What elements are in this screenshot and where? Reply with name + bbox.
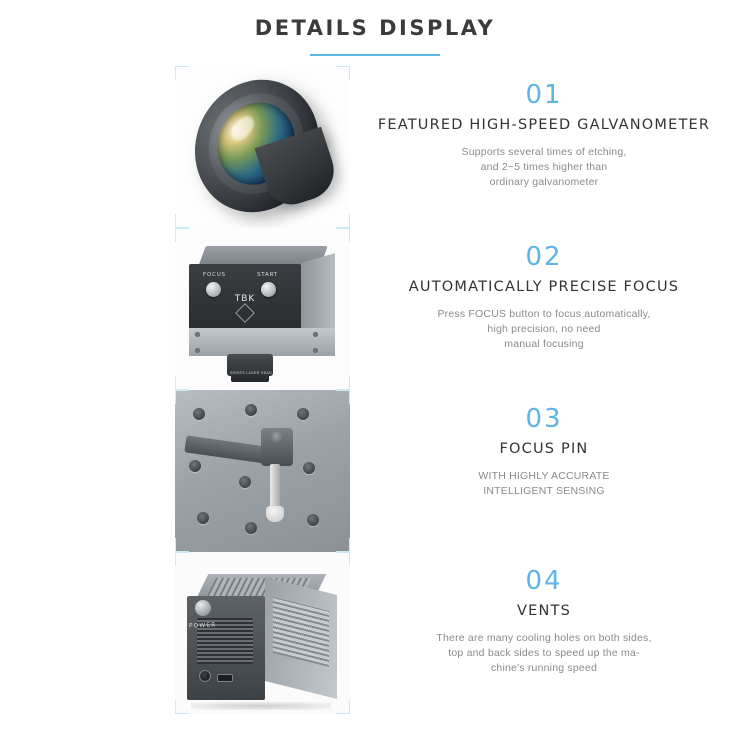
- feature-number: 01: [525, 80, 563, 110]
- plate-hole: [303, 462, 315, 474]
- desc-line: WITH HIGHLY ACCURATE: [478, 469, 610, 482]
- screw-icon: [313, 348, 318, 353]
- desc-line: and 2~5 times higher than: [480, 160, 608, 173]
- start-button-label: START: [257, 272, 278, 278]
- frame-corner-bottom-left: [175, 214, 189, 228]
- frame-corner-top-left: [175, 552, 189, 566]
- arm-screw-icon: [271, 431, 284, 444]
- photo-wrap-02: [175, 228, 350, 390]
- machine-vents-photo: [175, 552, 350, 714]
- feature-description: [368, 631, 720, 677]
- feature-text-02: [350, 228, 750, 352]
- feature-row-01: [0, 66, 750, 228]
- feature-description: [368, 469, 720, 499]
- photo-wrap-01: [175, 66, 350, 228]
- neck-text: SERIES LASER HEAD: [229, 371, 273, 375]
- frame-corner-top-right: [336, 66, 350, 80]
- plate-hole: [189, 460, 201, 472]
- plate-hole: [245, 522, 257, 534]
- focus-pin-shaft: [270, 464, 280, 510]
- photo-wrap-03: [175, 390, 350, 552]
- galvanometer-lens-photo: [175, 66, 350, 228]
- frame-corner-bottom-left: [175, 700, 189, 714]
- power-label: POWER: [188, 621, 217, 630]
- lens-scene: [175, 66, 350, 228]
- desc-line: top and back sides to speed up the ma-: [448, 646, 640, 659]
- desc-line: ordinary galvanometer: [489, 176, 599, 188]
- desc-line: high precision, no need: [487, 322, 601, 335]
- lens-highlight: [227, 112, 258, 145]
- desc-line: INTELLIGENT SENSING: [483, 484, 605, 497]
- control-box-scene: [175, 228, 350, 390]
- feature-number: 02: [525, 242, 563, 272]
- feature-heading: FOCUS PIN: [499, 441, 589, 457]
- desc-line: chine's running speed: [490, 662, 598, 674]
- frame-corner-top-left: [175, 66, 189, 80]
- feature-heading: VENTS: [517, 603, 571, 619]
- power-port: [199, 670, 211, 682]
- control-panel-photo: [175, 228, 350, 390]
- frame-corner-bottom-right: [336, 376, 350, 390]
- control-box-side: [301, 253, 335, 339]
- screw-icon: [195, 348, 200, 353]
- frame-corner-bottom-left: [175, 376, 189, 390]
- frame-corner-bottom-left: [175, 538, 189, 552]
- desc-line: Supports several times of etching,: [461, 145, 627, 158]
- feature-row-02: [0, 228, 750, 390]
- feature-description: [368, 145, 720, 191]
- frame-corner-top-left: [175, 390, 189, 404]
- screw-icon: [195, 332, 200, 337]
- power-switch[interactable]: [195, 600, 211, 616]
- focus-button-label: FOCUS: [203, 272, 226, 278]
- plate-hole: [297, 408, 309, 420]
- signal-port: [217, 674, 233, 682]
- focus-pin-photo: [175, 390, 350, 552]
- feature-text-01: [350, 66, 750, 190]
- page-header: [0, 0, 750, 56]
- desc-line: manual focusing: [504, 338, 584, 350]
- plate-hole: [239, 476, 251, 488]
- frame-corner-top-right: [336, 390, 350, 404]
- machine-shadow: [191, 702, 331, 710]
- desc-line: Press FOCUS button to focus automatically,: [437, 307, 651, 320]
- screw-icon: [313, 332, 318, 337]
- plate-hole: [197, 512, 209, 524]
- desc-line: There are many cooling holes on both sides,: [436, 631, 652, 644]
- plate-hole: [307, 514, 319, 526]
- photo-wrap-04: [175, 552, 350, 714]
- frame-corner-bottom-right: [336, 700, 350, 714]
- feature-number: 03: [525, 404, 563, 434]
- page-title: DETAILS DISPLAY: [254, 16, 496, 40]
- brand-text: TBK: [234, 294, 256, 304]
- feature-text-03: [350, 390, 750, 499]
- feature-rows: [0, 66, 750, 714]
- feature-heading: FEATURED HIGH-SPEED GALVANOMETER: [377, 117, 711, 133]
- plate-hole: [193, 408, 205, 420]
- feature-row-04: [0, 552, 750, 714]
- frame-corner-top-right: [336, 552, 350, 566]
- feature-description: [368, 307, 720, 353]
- frame-corner-bottom-right: [336, 214, 350, 228]
- feature-heading: AUTOMATICALLY PRECISE FOCUS: [408, 279, 680, 295]
- feature-number: 04: [525, 566, 563, 596]
- frame-corner-top-left: [175, 228, 189, 242]
- frame-corner-bottom-right: [336, 538, 350, 552]
- plate-hole: [245, 404, 257, 416]
- feature-text-04: [350, 552, 750, 676]
- work-plate-scene: [175, 390, 350, 552]
- feature-row-03: [0, 390, 750, 552]
- brand-logo: [219, 294, 271, 314]
- title-underline: [310, 54, 440, 56]
- focus-pin-tip: [266, 506, 284, 522]
- frame-corner-top-right: [336, 228, 350, 242]
- machine-scene: [175, 552, 350, 714]
